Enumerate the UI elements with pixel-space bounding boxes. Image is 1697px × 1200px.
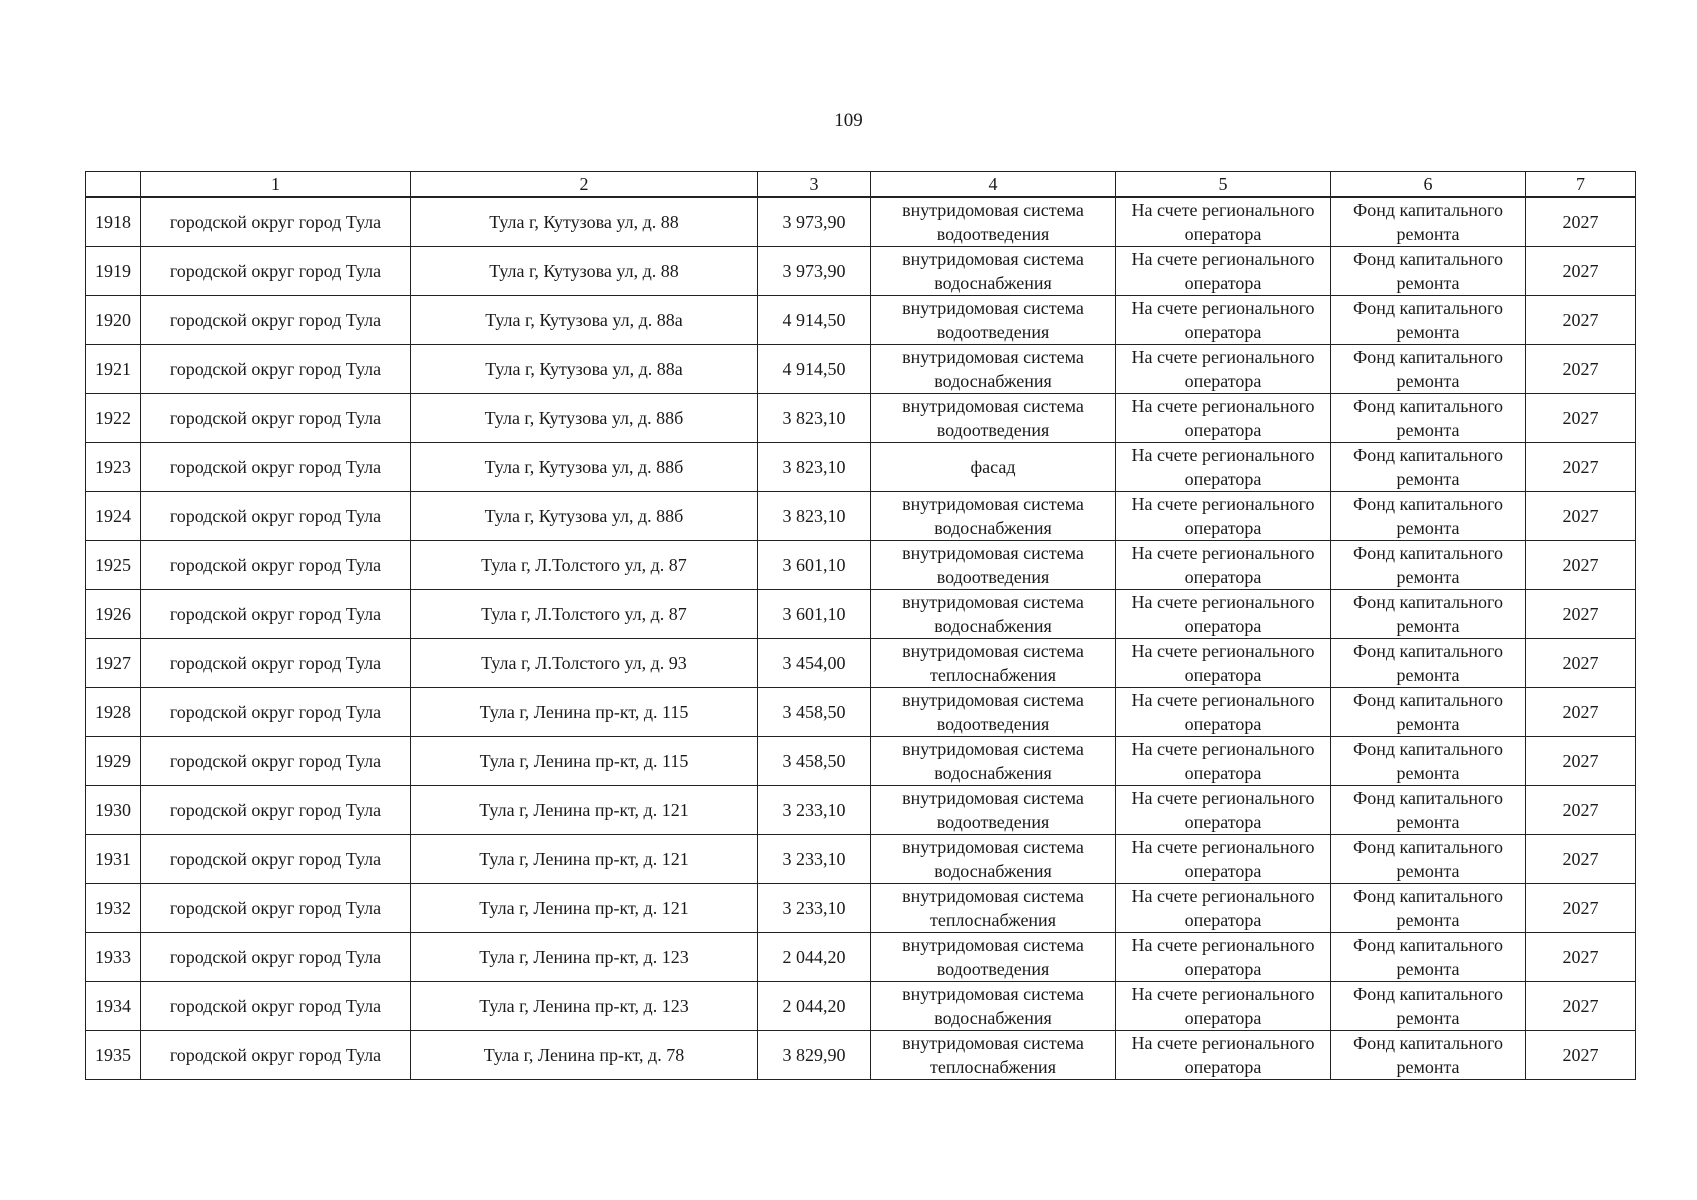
fund-account-cell: На счете регионального оператора — [1116, 933, 1331, 982]
funding-source-cell: Фонд капитального ремонта — [1331, 443, 1526, 492]
area-cell: 3 973,90 — [758, 247, 871, 296]
funding-source-cell: Фонд капитального ремонта — [1331, 639, 1526, 688]
municipality-cell: городской округ город Тула — [141, 197, 411, 247]
year-cell: 2027 — [1526, 590, 1636, 639]
municipality-cell: городской округ город Тула — [141, 247, 411, 296]
address-cell: Тула г, Ленина пр-кт, д. 121 — [411, 884, 758, 933]
municipality-cell: городской округ город Тула — [141, 394, 411, 443]
funding-source-cell: Фонд капитального ремонта — [1331, 590, 1526, 639]
municipality-cell: городской округ город Тула — [141, 786, 411, 835]
header-cell-6: 6 — [1331, 172, 1526, 198]
work-type-cell: внутридомовая система теплоснабжения — [871, 884, 1116, 933]
capital-repair-table — [85, 171, 1636, 1080]
area-cell: 3 823,10 — [758, 394, 871, 443]
table-row — [86, 492, 1636, 541]
work-type-cell: внутридомовая система водоснабжения — [871, 492, 1116, 541]
funding-source-cell: Фонд капитального ремонта — [1331, 982, 1526, 1031]
year-cell: 2027 — [1526, 197, 1636, 247]
municipality-cell: городской округ город Тула — [141, 639, 411, 688]
work-type-cell: внутридомовая система водоотведения — [871, 688, 1116, 737]
year-cell: 2027 — [1526, 982, 1636, 1031]
year-cell: 2027 — [1526, 835, 1636, 884]
municipality-cell: городской округ город Тула — [141, 933, 411, 982]
header-cell-4: 4 — [871, 172, 1116, 198]
table-row — [86, 345, 1636, 394]
year-cell: 2027 — [1526, 296, 1636, 345]
work-type-cell: внутридомовая система водоснабжения — [871, 737, 1116, 786]
area-cell: 2 044,20 — [758, 982, 871, 1031]
row-number-cell: 1921 — [86, 345, 141, 394]
work-type-cell: внутридомовая система теплоснабжения — [871, 1031, 1116, 1080]
funding-source-cell: Фонд капитального ремонта — [1331, 345, 1526, 394]
row-number-cell: 1927 — [86, 639, 141, 688]
work-type-cell: внутридомовая система водоснабжения — [871, 247, 1116, 296]
address-cell: Тула г, Кутузова ул, д. 88б — [411, 443, 758, 492]
funding-source-cell: Фонд капитального ремонта — [1331, 394, 1526, 443]
funding-source-cell: Фонд капитального ремонта — [1331, 197, 1526, 247]
work-type-cell: внутридомовая система водоснабжения — [871, 835, 1116, 884]
row-number-cell: 1924 — [86, 492, 141, 541]
fund-account-cell: На счете регионального оператора — [1116, 835, 1331, 884]
address-cell: Тула г, Л.Толстого ул, д. 93 — [411, 639, 758, 688]
municipality-cell: городской округ город Тула — [141, 296, 411, 345]
area-cell: 3 601,10 — [758, 590, 871, 639]
header-cell-2: 2 — [411, 172, 758, 198]
area-cell: 2 044,20 — [758, 933, 871, 982]
area-cell: 4 914,50 — [758, 296, 871, 345]
area-cell: 3 233,10 — [758, 786, 871, 835]
funding-source-cell: Фонд капитального ремонта — [1331, 296, 1526, 345]
table-row — [86, 443, 1636, 492]
year-cell: 2027 — [1526, 394, 1636, 443]
work-type-cell: внутридомовая система водоотведения — [871, 933, 1116, 982]
year-cell: 2027 — [1526, 639, 1636, 688]
address-cell: Тула г, Ленина пр-кт, д. 121 — [411, 786, 758, 835]
fund-account-cell: На счете регионального оператора — [1116, 443, 1331, 492]
table-row — [86, 247, 1636, 296]
fund-account-cell: На счете регионального оператора — [1116, 688, 1331, 737]
fund-account-cell: На счете регионального оператора — [1116, 541, 1331, 590]
row-number-cell: 1935 — [86, 1031, 141, 1080]
work-type-cell: внутридомовая система водоснабжения — [871, 590, 1116, 639]
table-row — [86, 590, 1636, 639]
address-cell: Тула г, Ленина пр-кт, д. 123 — [411, 982, 758, 1031]
fund-account-cell: На счете регионального оператора — [1116, 884, 1331, 933]
funding-source-cell: Фонд капитального ремонта — [1331, 884, 1526, 933]
page-number: 109 — [834, 110, 863, 131]
work-type-cell: внутридомовая система водоотведения — [871, 197, 1116, 247]
year-cell: 2027 — [1526, 345, 1636, 394]
header-cell-3: 3 — [758, 172, 871, 198]
table-row — [86, 737, 1636, 786]
row-number-cell: 1931 — [86, 835, 141, 884]
area-cell: 3 973,90 — [758, 197, 871, 247]
year-cell: 2027 — [1526, 933, 1636, 982]
funding-source-cell: Фонд капитального ремонта — [1331, 541, 1526, 590]
row-number-cell: 1932 — [86, 884, 141, 933]
municipality-cell: городской округ город Тула — [141, 492, 411, 541]
row-number-cell: 1934 — [86, 982, 141, 1031]
fund-account-cell: На счете регионального оператора — [1116, 247, 1331, 296]
year-cell: 2027 — [1526, 884, 1636, 933]
funding-source-cell: Фонд капитального ремонта — [1331, 786, 1526, 835]
row-number-cell: 1919 — [86, 247, 141, 296]
funding-source-cell: Фонд капитального ремонта — [1331, 247, 1526, 296]
area-cell: 3 233,10 — [758, 835, 871, 884]
header-cell-7: 7 — [1526, 172, 1636, 198]
funding-source-cell: Фонд капитального ремонта — [1331, 933, 1526, 982]
area-cell: 3 601,10 — [758, 541, 871, 590]
header-cell-1: 1 — [141, 172, 411, 198]
work-type-cell: внутридомовая система водоотведения — [871, 541, 1116, 590]
address-cell: Тула г, Ленина пр-кт, д. 123 — [411, 933, 758, 982]
funding-source-cell: Фонд капитального ремонта — [1331, 688, 1526, 737]
municipality-cell: городской округ город Тула — [141, 443, 411, 492]
table-row — [86, 394, 1636, 443]
year-cell: 2027 — [1526, 737, 1636, 786]
fund-account-cell: На счете регионального оператора — [1116, 296, 1331, 345]
fund-account-cell: На счете регионального оператора — [1116, 639, 1331, 688]
work-type-cell: внутридомовая система водоотведения — [871, 296, 1116, 345]
fund-account-cell: На счете регионального оператора — [1116, 737, 1331, 786]
table-body — [86, 197, 1636, 1080]
area-cell: 3 823,10 — [758, 443, 871, 492]
address-cell: Тула г, Л.Толстого ул, д. 87 — [411, 541, 758, 590]
work-type-cell: внутридомовая система водоснабжения — [871, 982, 1116, 1031]
municipality-cell: городской округ город Тула — [141, 835, 411, 884]
row-number-cell: 1923 — [86, 443, 141, 492]
area-cell: 3 454,00 — [758, 639, 871, 688]
address-cell: Тула г, Кутузова ул, д. 88а — [411, 345, 758, 394]
table-row — [86, 982, 1636, 1031]
address-cell: Тула г, Ленина пр-кт, д. 121 — [411, 835, 758, 884]
row-number-cell: 1928 — [86, 688, 141, 737]
fund-account-cell: На счете регионального оператора — [1116, 590, 1331, 639]
area-cell: 3 823,10 — [758, 492, 871, 541]
year-cell: 2027 — [1526, 688, 1636, 737]
row-number-cell: 1918 — [86, 197, 141, 247]
table-row — [86, 541, 1636, 590]
row-number-cell: 1933 — [86, 933, 141, 982]
year-cell: 2027 — [1526, 1031, 1636, 1080]
area-cell: 3 458,50 — [758, 737, 871, 786]
header-row — [86, 172, 1636, 198]
address-cell: Тула г, Кутузова ул, д. 88б — [411, 492, 758, 541]
work-type-cell: внутридомовая система теплоснабжения — [871, 639, 1116, 688]
address-cell: Тула г, Ленина пр-кт, д. 115 — [411, 737, 758, 786]
fund-account-cell: На счете регионального оператора — [1116, 492, 1331, 541]
municipality-cell: городской округ город Тула — [141, 541, 411, 590]
work-type-cell: внутридомовая система водоснабжения — [871, 345, 1116, 394]
fund-account-cell: На счете регионального оператора — [1116, 394, 1331, 443]
table-header — [86, 172, 1636, 198]
fund-account-cell: На счете регионального оператора — [1116, 345, 1331, 394]
fund-account-cell: На счете регионального оператора — [1116, 197, 1331, 247]
fund-account-cell: На счете регионального оператора — [1116, 1031, 1331, 1080]
funding-source-cell: Фонд капитального ремонта — [1331, 835, 1526, 884]
table-row — [86, 835, 1636, 884]
row-number-cell: 1925 — [86, 541, 141, 590]
address-cell: Тула г, Кутузова ул, д. 88б — [411, 394, 758, 443]
table-row — [86, 884, 1636, 933]
municipality-cell: городской округ город Тула — [141, 590, 411, 639]
municipality-cell: городской округ город Тула — [141, 345, 411, 394]
address-cell: Тула г, Кутузова ул, д. 88 — [411, 197, 758, 247]
municipality-cell: городской округ город Тула — [141, 1031, 411, 1080]
row-number-cell: 1929 — [86, 737, 141, 786]
work-type-cell: фасад — [871, 443, 1116, 492]
row-number-cell: 1930 — [86, 786, 141, 835]
address-cell: Тула г, Л.Толстого ул, д. 87 — [411, 590, 758, 639]
year-cell: 2027 — [1526, 786, 1636, 835]
table-row — [86, 197, 1636, 247]
table-row — [86, 296, 1636, 345]
table-row — [86, 688, 1636, 737]
table-row — [86, 1031, 1636, 1080]
area-cell: 4 914,50 — [758, 345, 871, 394]
municipality-cell: городской округ город Тула — [141, 982, 411, 1031]
address-cell: Тула г, Ленина пр-кт, д. 78 — [411, 1031, 758, 1080]
table-row — [86, 933, 1636, 982]
address-cell: Тула г, Кутузова ул, д. 88а — [411, 296, 758, 345]
area-cell: 3 233,10 — [758, 884, 871, 933]
row-number-cell: 1920 — [86, 296, 141, 345]
year-cell: 2027 — [1526, 492, 1636, 541]
work-type-cell: внутридомовая система водоотведения — [871, 786, 1116, 835]
address-cell: Тула г, Кутузова ул, д. 88 — [411, 247, 758, 296]
funding-source-cell: Фонд капитального ремонта — [1331, 1031, 1526, 1080]
header-cell-index — [86, 172, 141, 198]
funding-source-cell: Фонд капитального ремонта — [1331, 492, 1526, 541]
area-cell: 3 829,90 — [758, 1031, 871, 1080]
table-row — [86, 786, 1636, 835]
work-type-cell: внутридомовая система водоотведения — [871, 394, 1116, 443]
year-cell: 2027 — [1526, 247, 1636, 296]
funding-source-cell: Фонд капитального ремонта — [1331, 737, 1526, 786]
municipality-cell: городской округ город Тула — [141, 737, 411, 786]
municipality-cell: городской округ город Тула — [141, 688, 411, 737]
fund-account-cell: На счете регионального оператора — [1116, 982, 1331, 1031]
header-cell-5: 5 — [1116, 172, 1331, 198]
row-number-cell: 1922 — [86, 394, 141, 443]
year-cell: 2027 — [1526, 541, 1636, 590]
address-cell: Тула г, Ленина пр-кт, д. 115 — [411, 688, 758, 737]
fund-account-cell: На счете регионального оператора — [1116, 786, 1331, 835]
municipality-cell: городской округ город Тула — [141, 884, 411, 933]
year-cell: 2027 — [1526, 443, 1636, 492]
row-number-cell: 1926 — [86, 590, 141, 639]
table-row — [86, 639, 1636, 688]
area-cell: 3 458,50 — [758, 688, 871, 737]
